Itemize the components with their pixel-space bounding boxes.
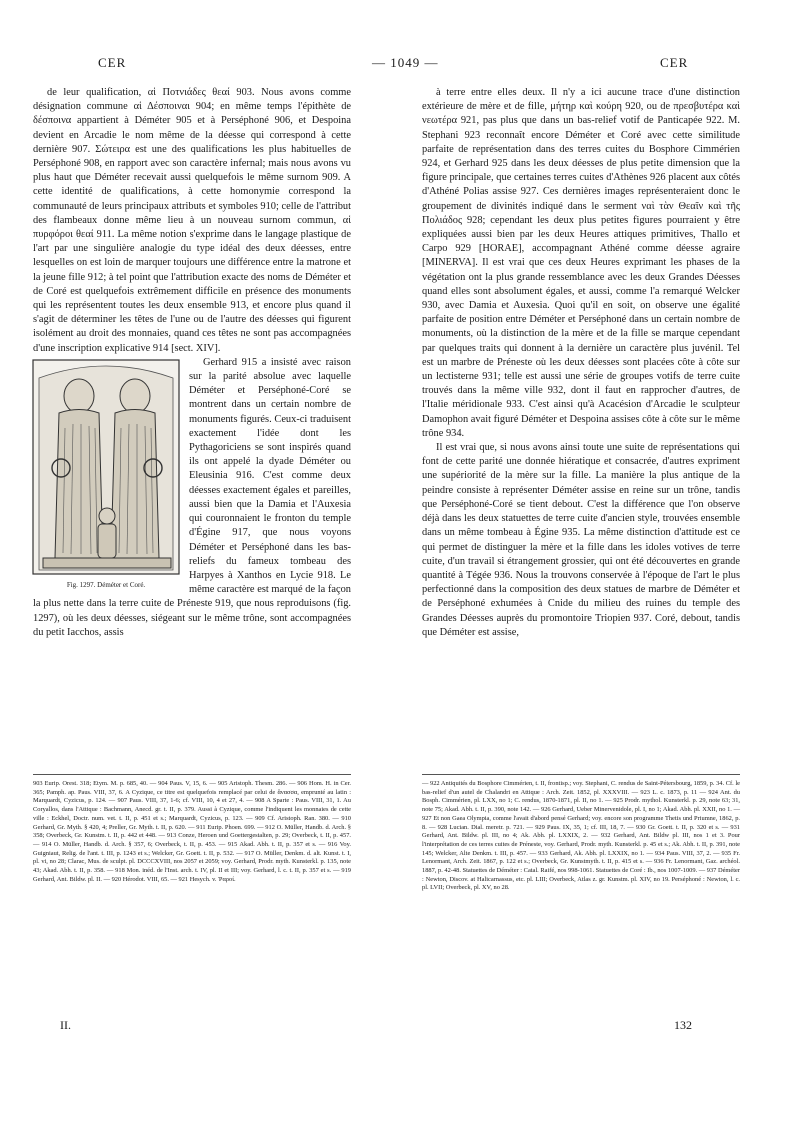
right-paragraph-1: à terre entre elles deux. Il n'y a ici aucune trace d'une distinction extérieure de mère et de fille, μήτηρ καὶ κούρη 920, ou de πρεσβυτέρα καὶ νεωτέρα 921, pas plus que dans un bas-relief votif de Panticapée 922. M. Stephani 923 reconnaît encore Déméter et Coré avec cette similitude parfaite de représentation dans des terres cuites du Bosphore Cimmérien 924, et Gerhard 925 dans les deux déesses de plus petite dimension que la figure principale, que certaines terres cuites d'Athènes 926 placent aux côtés d'Athéné Polias assise 927. Ces dernières images représenteraient donc le groupement de divinités indiqué dans le serment ναὶ τὰν Θεαῖν καὶ τῆς Πολιάδος 928; cependant les deux plus petites figures pourraient y être expliquées aussi bien par les deux Heures attiques primitives, Thallo et Carpo 929 [HORAE], accompagnant Athéné comme déesse agraire [MINERVA]. Il est vrai que ces deux Heures exprimant les phases de la végétation ont la plus grande ressemblance avec les deux Grandes Déesses quand elles sont absolument égales, et aussi, comme l'a remarqué Welcker 930, avec Damia et Auxesia. Quoi qu'il en soit, on observe une égalité parfaite de position entre Déméter et Perséphoné dans un certain nombre de monuments, où la distinction de la mère et de la fille se marque cependant par quelques traits qui donnent à la dernière un caractère plus juvénil. Tel est un marbre de Préneste où les deux déesses sont placées côte à côte sur un lectisterne 931; telle est aussi une série de groupes votifs de terre cuite trouvés dans la même ville 932, dont il faut en rapprocher d'autres, de l'Italie méridionale 933. C'est ainsi qu'à Acacésion d'Arcadie le sculpteur Damophon avait figuré Déméter et Despoina assises côte à côte sur le même trône 934.	[422, 87, 740, 439]
sheet-signature: 132	[674, 1018, 692, 1032]
footnotes-right: — 922 Antiquités du Bosphore Cimmérien, t. II, frontisp.; voy. Stephani, C. rendus de Saint-Pétersbourg, 1859, p. 34. Cf. le bas-relief d'un autel de Chalandri en Attique : Arch. Zeit. 1852, pl. XXXVIII. — 923 L. c. 1873, p. 11 — 924 Ant. du Bosph. Cimmérien, pl. LXX, no 1; C. rendus, 1870-1871, pl. II, no 1. — 925 Prodr. mythol. Kunsterkl. p. 29, note 63; 31, note 75; Akad. Abh. t. II, p. 390, note 142. — 926 Gerhard, Ueber Minervenidole, pl. I, no 1; Akad. Abh. pl. XXII, no 1. — 927 Et non Gaea Olympia, comme l'avait d'abord pensé Gerhard; voy. encore son programme Thetis und Priumne, 1862, p. 8. — 928 Lucian. Dial. meretr. p. 721. — 929 Paus. IX, 35, 1; cf. III, 18, 7. — 930 Gr. Goett. t. II, p. 320 et s. — 931 Gerhard, Ant. Bildw. pl. III, no 4; Ak. Abh. pl. LXXIX, 2. — 932 Gerhard, Ant. Bildw pl. III, nos 1 et 3. Pour l'interprétation de ces terres cuites de Préneste, voy. Gerhard, Prodr. myth. Kunsterkl. p. 45 et s.; Ak. Abh. t. II, p. 391, note 145; Welcker, Alte Denkm. t. III, p. 457. — 933 Gerhard, Ak. Abh. pl. LXXIX, no 1. — 934 Paus. VIII, 37, 2. — 935 Fr. Lenormant, Arch. Zeit. 1867, p. 122 et s.; Overbeck, Gr. Kunstmyth. t. II, p. 415 et s. — 936 Fr. Lenormant, Gaz. archéol. 1887, p. 42-48. Statuettes de Déméter : Catal. Raifé, nos 998-1061. Statuettes de Coré : Ib., nos 1007-1009. — 937 Déméter : Newton, Discov. at Halicarnassus, etc. pl. LIII; Overbeck, Atlas z. gr. Kunstm. pl. XIV, no 19. Perséphoné : Newton, l. c. pl. LVII; Overbeck, pl. XV, no 28.	[422, 780, 740, 892]
left-paragraph-2: Gerhard 915 a insisté avec raison sur la parité absolue avec laquelle Déméter et Perséphoné-Coré se montrent dans un certain nombre de monuments figurés. Ceux-ci traduisent exactement l'idée dont les Pythagoriciens se sont inspirés quand ils ont appelé la dyade Déméter ou Eleusinia 916. C'est comme deux déesses exactement égales et pareilles, aussi bien que la Damia et l'Auxesia qui couronnaient le fronton du temple d'Égine 917, que nous voyons Déméter et Perséphoné dans les bas-reliefs du fameux tombeau des Harpyes à Xanthos en Lycie 918. Le même caractère est marqué de la façon la plus nette dans la terre cuite de Préneste 919, que nous reproduisons (fig. 1297), où les deux déesses, siégeant sur le même trône, sont accompagnées du petit Iacchos, assis	[33, 356, 351, 638]
footnote-rule-right	[422, 774, 740, 775]
figure-caption: Fig. 1297. Déméter et Coré.	[66, 580, 146, 589]
left-paragraph-1: de leur qualification, αἱ Ποτνιάδες θεαί 903. Nous avons comme désignation commune αἱ Δέσποιναι 904; en même temps l'épithète de δέσποινα appartient à Déméter 905 et à Perséphoné 906, et Despoina devient en Arcadie le nom même de la déesse qui correspond à cette dernière 907. Σώτειρα est une des qualifications les plus habituelles de Perséphoné 908, en rapport avec son caractère infernal; mais nous avons vu plus haut que Déméter recevait aussi quelquefois le même surnom 909. A cette identité de qualifications, à cette homonymie correspond la communauté de leurs principaux attributs et symboles 910; celle de l'attribut des flambeaux donne même lieu à un nouveau surnom commun, αἱ πυρφόροι θεαί 911. La même notion s'exprime dans le langage plastique de l'art par une singulière analogie du type idéal des deux déesses, entre lesquelles on est loin de marquer toujours une différence entre la matrone et la jeune fille 912; à tel point que l'attribution exacte des noms de Déméter et de Coré est quelquefois extrêmement difficile en présence des monuments qui les représentent toutes les deux ensemble 913, et encore plus quand il s'agit de déterminer les têtes de l'une ou de l'autre des déesses qui figurent isolément au droit des monnaies, quand ces têtes ne sont pas accompagnées d'une inscription explicative 914 [sect. XIV].	[33, 87, 351, 354]
footnotes-left: 903 Eurip. Orest. 318; Etym. M. p. 685, 40. — 904 Paus. V, 15, 6. — 905 Aristoph. Thesm. 286. — 906 Hom. H. in Cer. 365; Pamph. ap. Paus. VIII, 37, 6. A Cyzique, ce titre est quelquefois remplacé par celui de ἄνασσα, emprunté au latin : Marquardt, Cyzicus, p. 124. — 907 Paus. VIII, 37, 1-6; cf. VIII, 10, 4 et 27, 4. — 908 A Sparte : Paus. VIII, 31, 1. Au Coryallos, dans l'Attique : Bachmann, Anecd. gr. t. II, p. 379. Aussi à Cyzique, comme l'indiquent les monnaies de cette ville : Eckhel, Doctr. num. vet. t. II, p. 451 et s.; Marquardt, Cyzicus, p. 123. — 909 Cf. Aristoph. Ran. 380. — 910 Gerhard, Gr. Myth. § 420, 4; Preller, Gr. Myth. t. II, p. 620. — 911 Eurip. Phoen. 699. — 912 O. Müller, Handb. d. Arch. § 358; Overbeck, Gr. Kunstm. t. II, p. 442 et 448. — 913 Conze, Heroen und Goettergestalten, p. 29; Overbeck, t. II, p. 457. — 914 O. Müller, Handb. d. Arch. § 357, 6; Overbeck, t. II, p. 453. — 915 Akad. Abh. t. II, p. 357 et s. — 916 Voy. Guigniaut, Relig. de l'ant. t. III, p. 1243 et s.; Welcker, Gr. Goett. t. II, p. 532. — 917 O. Müller, Denkm. d. alt. Kunst. t. I, pl. vi, no 28; Clarac, Mus. de sculpt. pl. DCCCXVIII, nos 2057 et 2059; voy. Gerhard, Prodr. myth. Kunsterkl. p. 135, note 43; Akad. Abh. t. II, p. 358. — 918 Mon. inéd. de l'Inst. arch. t. IV, pl. II et III; voy. Gerhard, l. c. t. II, p. 357 et s. — 919 Gerhard, Ant. Bildw. pl. II. — 920 Hérodot. VIII, 65. — 921 Hesych. v. Ῥαροί.	[33, 780, 351, 883]
footnote-rule-left	[33, 774, 351, 775]
right-paragraph-2: Il est vrai que, si nous avons ainsi toute une suite de représentations qui font de cette parité une donnée hiératique et consacrée, d'autres expriment une supériorité de la mère sur la fille. La manière la plus antique de la peindre consiste à représenter Déméter assise en reine sur un trône, tandis que Perséphoné-Coré se tient debout. C'est la différence que l'on observe déjà dans les deux statuettes de terre cuite d'ancien style, trouvées ensemble dans un même tombeau à Égine 935. La même distinction d'attitude est ce qui permet de distinguer la mère et la fille dans les idoles votives de terre cuite, d'un travail si étrangement grossier, qui ont été découvertes en grande quantité à Tégée 936. Nous la trouvons conservée à l'époque de l'art le plus perfectionné dans la composition des deux statues de marbre de Déméter et de Perséphoné exhumées à Cnide du milieu des ruines du temple des Grandes Déesses auprès du promontoire Triopien 937. Coré, debout, tandis que Déméter est assise,	[422, 442, 740, 638]
running-head-right: CER	[660, 55, 689, 70]
page-number: — 1049 —	[372, 55, 439, 70]
running-head-left: CER	[98, 55, 127, 70]
volume-signature: II.	[60, 1018, 71, 1032]
left-column	[33, 86, 351, 640]
demeter-kore-relief-illustration	[31, 358, 181, 576]
figure-1297	[31, 358, 181, 590]
right-column	[422, 86, 740, 640]
